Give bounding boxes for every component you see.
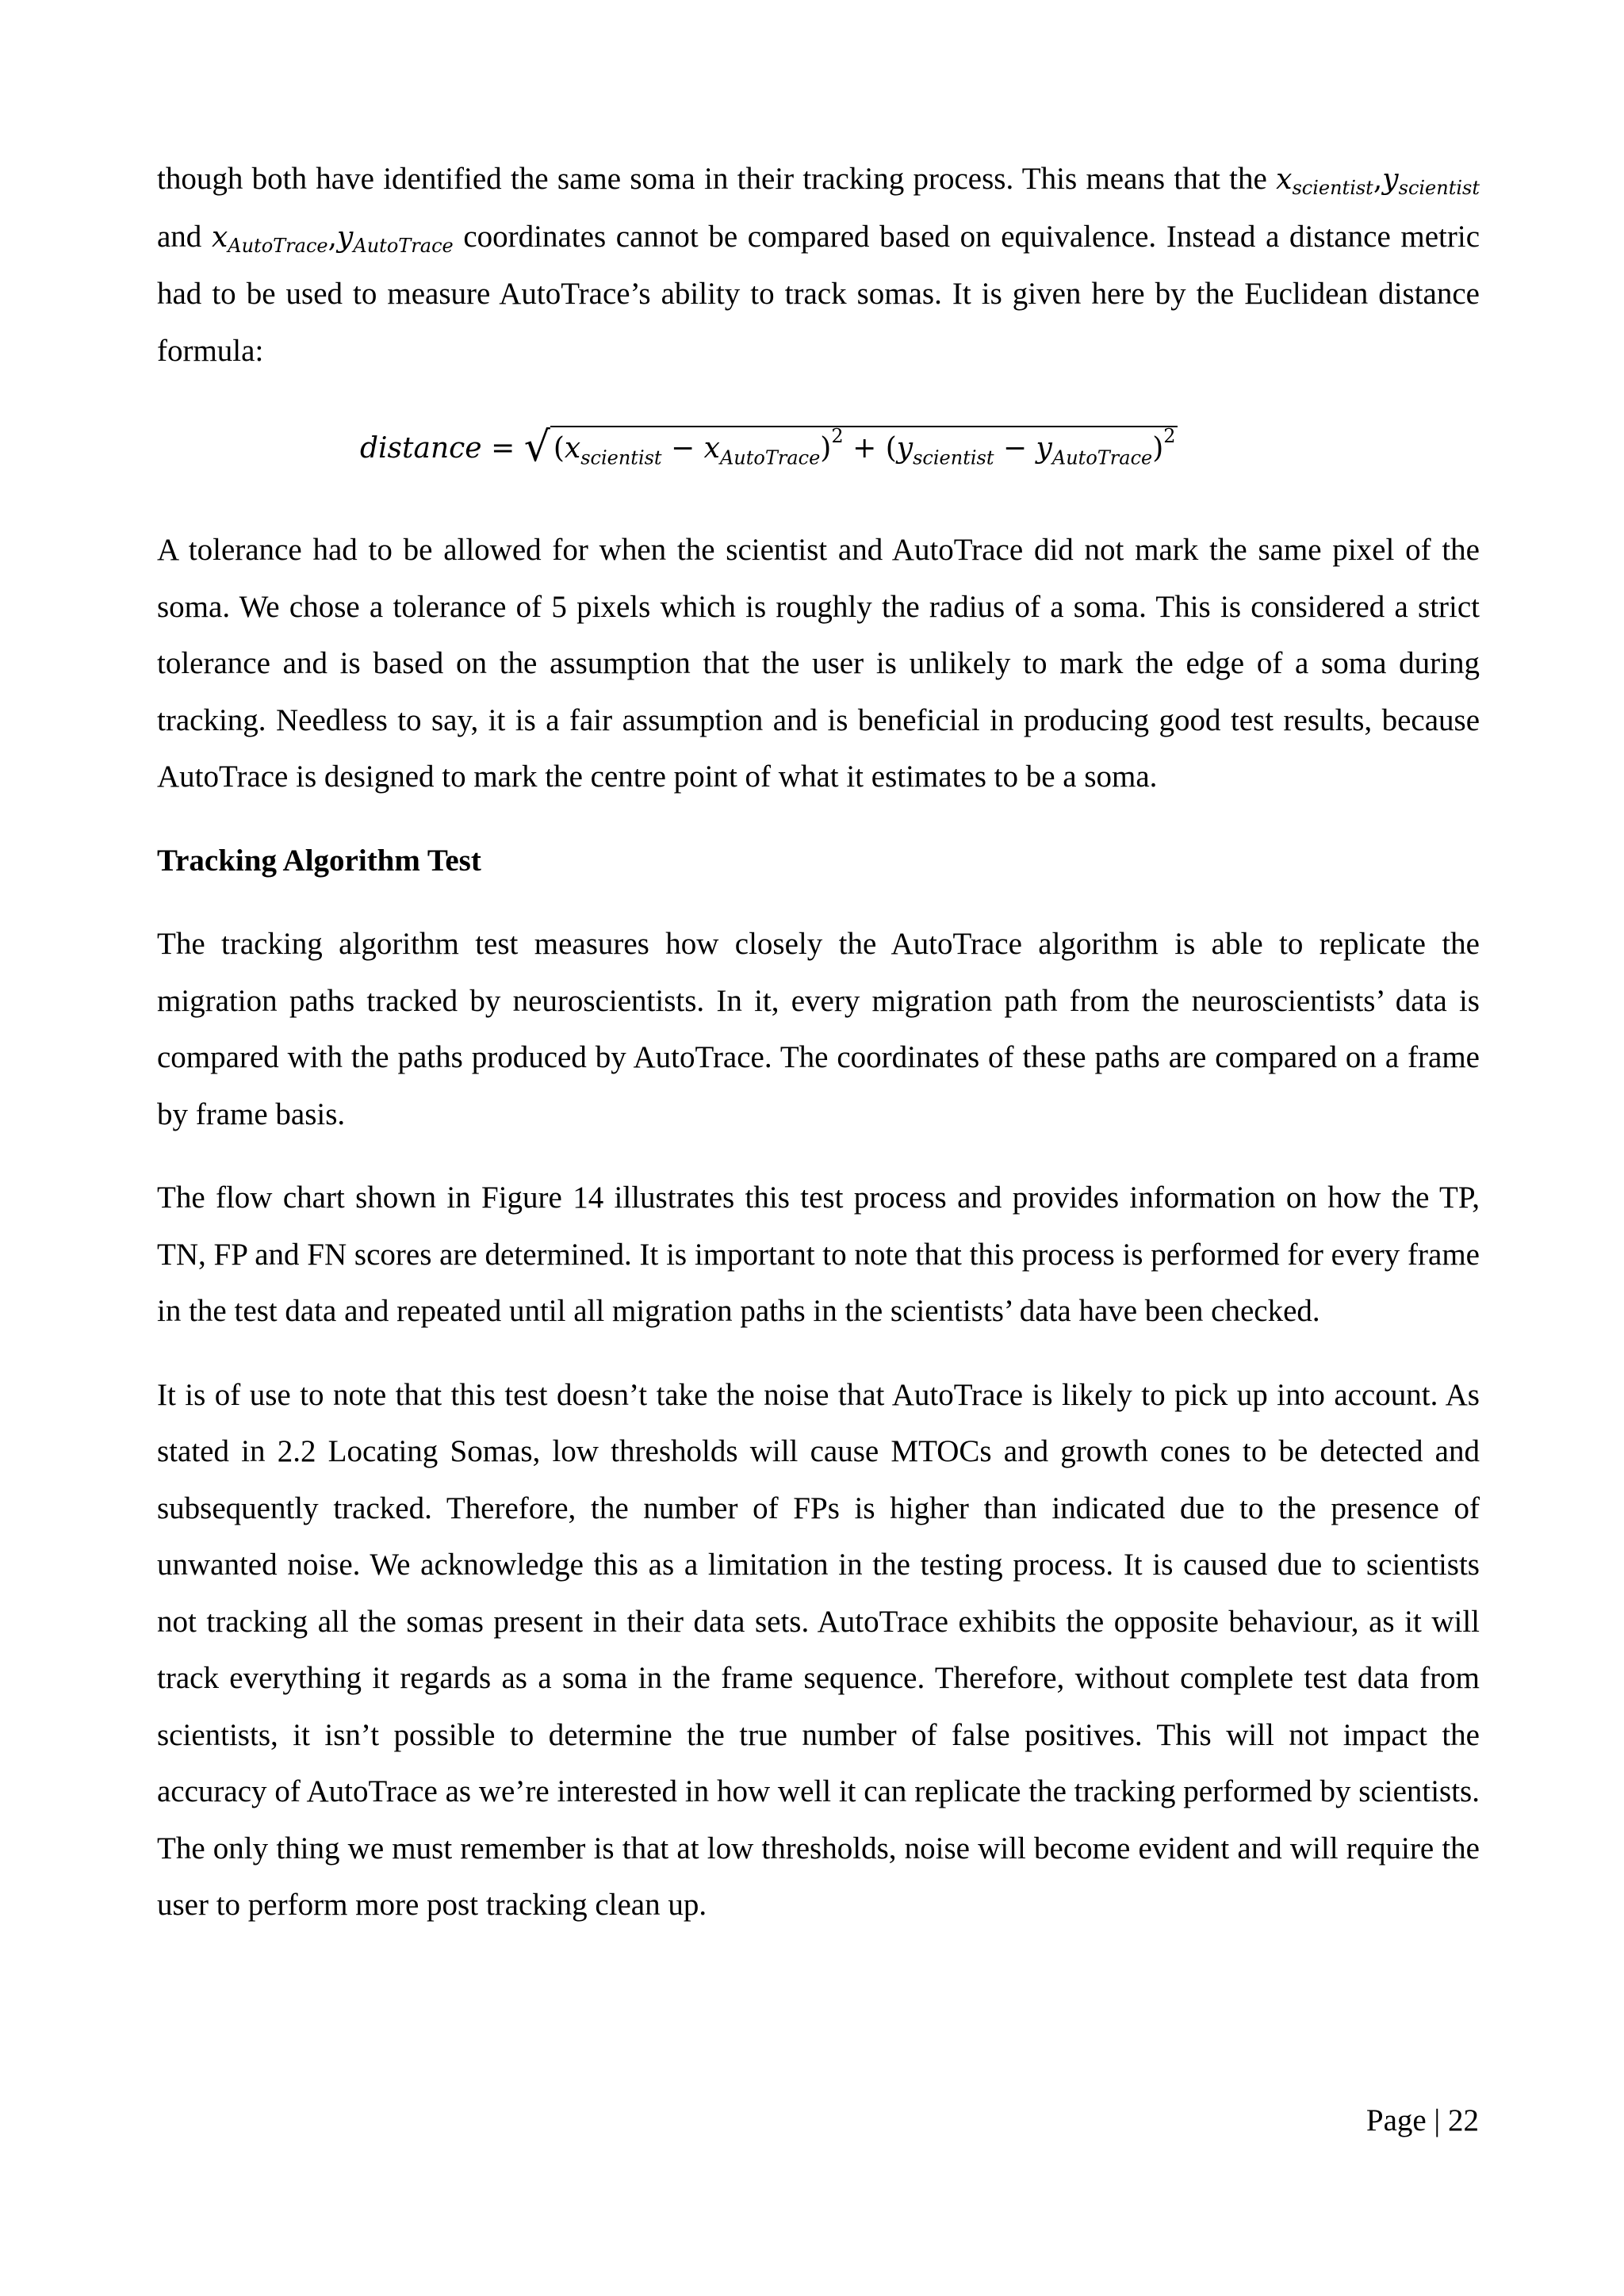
euclidean-distance-equation: distance = √ $(x_{scientist} - x_{AutoTrace})^2 + (y_{scientist} - y_{AutoTrace})^2$ xyxy=(360,423,1176,471)
paragraph-test-description: The tracking algorithm test measures how closely the AutoTrace algorithm is able to replicate the migration paths tracked by neuroscientists. In it, every migration path from the neuroscientists’ data is compared with the paths produced by AutoTrace. The coordinates of these paths are compared on a frame by frame basis. xyxy=(157,927,1480,1131)
paragraph-text: coordinates cannot be compared based on equivalence. Instead a distance metric had to be used to measure AutoTrace’s ability to track somas. It is given here by the Euclidean distance formula: xyxy=(157,219,1480,368)
paragraph-flow-chart: The flow chart shown in Figure 14 illustrates this test process and provides information on how the TP, TN, FP and FN scores are determined. It is important to note that this process is performed for every frame in the test data and repeated until all migration paths in the scientists’ data have been checked. xyxy=(157,1181,1480,1328)
paragraph-limitations: It is of use to note that this test doesn’t take the noise that AutoTrace is likely to pick up into account. As stated in 2.2 Locating Somas, low thresholds will cause MTOCs and growth cones to be detected and subsequently tracked. Therefore, the number of FPs is higher than indicated due to the presence of unwanted noise. We acknowledge this as a limitation in the testing process. It is caused due to scientists not tracking all the somas present in their data sets. AutoTrace exhibits the opposite behaviour, as it will track everything it regards as a soma in the frame sequence. Therefore, without complete test data from scientists, it isn’t possible to determine the true number of false positives. This will not impact the accuracy of AutoTrace as we’re interested in how well it can replicate the tracking performed by scientists. The only thing we must remember is that at low thresholds, noise will become evident and will require the user to perform more post tracking clean up. xyxy=(157,1377,1480,1922)
sqrt-symbol: √ xyxy=(523,423,550,471)
inline-math-autotrace-coords: $x_{AutoTrace},y_{AutoTrace}$ xyxy=(211,220,454,257)
radicand: $(x_{scientist} - x_{AutoTrace})^2 + (y_{scientist} - y_{AutoTrace})^2$ xyxy=(550,426,1178,465)
inline-math-scientist-coords: $x_{scientist},y_{scientist}$ xyxy=(1276,163,1480,200)
conjunction-text: and xyxy=(157,219,202,254)
page-content xyxy=(157,151,1480,1961)
paragraph-tolerance: A tolerance had to be allowed for when the scientist and AutoTrace did not mark the same pixel of the soma. We chose a tolerance of 5 pixels which is roughly the radius of a soma. This is considered a strict tolerance and is based on the assumption that the user is unlikely to mark the edge of a soma during tracking. Needless to say, it is a fair assumption and is beneficial in producing good test results, because AutoTrace is designed to mark the centre point of what it estimates to be a soma. xyxy=(157,533,1480,794)
page-number: Page | 22 xyxy=(1365,2103,1479,2137)
paragraph-intro xyxy=(157,151,1480,379)
section-heading: Tracking Algorithm Test xyxy=(157,843,481,878)
paragraph-text: though both have identified the same soma in their tracking process. This means that the xyxy=(157,162,1267,196)
equation-block xyxy=(157,406,1480,495)
